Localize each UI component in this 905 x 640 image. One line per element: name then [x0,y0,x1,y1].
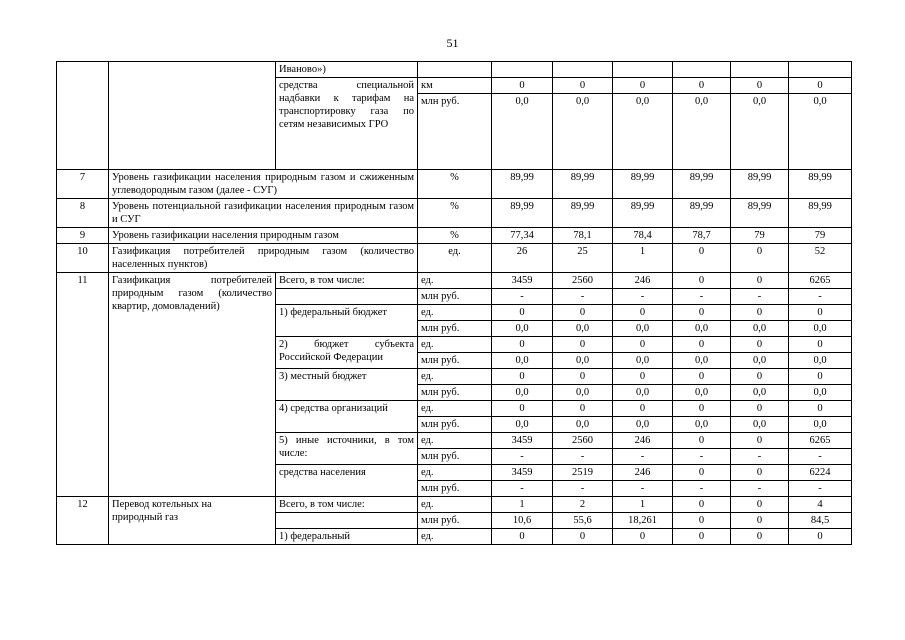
row-sublabel: 3) местный бюджет [276,369,418,401]
value-cell: 0 [789,337,852,353]
value-cell: 0 [673,78,731,94]
value-cell: 89,99 [492,170,553,199]
value-cell: 246 [613,465,673,481]
value-cell: 0,0 [613,94,673,170]
row-number: 10 [57,244,109,273]
value-cell: 0,0 [789,353,852,369]
row-sublabel: 4) средства организаций [276,401,418,433]
value-cell: 0 [492,78,553,94]
value-cell: 0,0 [613,321,673,337]
value-cell: 0 [492,337,553,353]
value-cell: 0 [613,78,673,94]
value-cell: 0 [673,337,731,353]
value-cell: - [613,449,673,465]
value-cell: 89,99 [789,199,852,228]
value-cell: 0 [613,369,673,385]
value-cell: 0 [673,305,731,321]
value-cell: - [731,289,789,305]
value-cell: - [613,481,673,497]
value-cell: 1 [613,497,673,513]
value-cell: 10,6 [492,513,553,529]
value-cell: 89,99 [553,170,613,199]
row-sublabel: Иваново») [276,62,418,78]
unit-cell: ед. [418,401,492,417]
value-cell: 26 [492,244,553,273]
value-cell: 0 [731,78,789,94]
value-cell: 0,0 [553,321,613,337]
value-cell: - [673,289,731,305]
value-cell: - [492,289,553,305]
unit-cell: млн руб. [418,513,492,529]
value-cell: 77,34 [492,228,553,244]
row-label: Уровень потенциальной газификации населения природным газом и СУГ [109,199,418,228]
unit-cell: ед. [418,337,492,353]
unit-cell: ед. [418,433,492,449]
unit-cell: ед. [418,273,492,289]
row-sublabel: Всего, в том числе: [276,497,418,513]
value-cell: 0 [492,401,553,417]
row-label: Газификация потребителей природным газом (количество квартир, домовладений) [109,273,276,497]
row-sublabel: 1) федеральный бюджет [276,305,418,337]
value-cell: 0 [492,529,553,545]
value-cell: - [789,481,852,497]
value-cell: 78,7 [673,228,731,244]
value-cell: 0,0 [553,385,613,401]
unit-cell: млн руб. [418,289,492,305]
value-cell: - [789,449,852,465]
value-cell: 89,99 [731,199,789,228]
value-cell: 6265 [789,433,852,449]
value-cell: 0,0 [492,94,553,170]
value-cell: 0 [731,529,789,545]
value-cell: - [731,449,789,465]
value-cell: 0 [553,305,613,321]
table-row [57,273,852,289]
value-cell: 0,0 [731,353,789,369]
value-cell: 1 [613,244,673,273]
value-cell: 55,6 [553,513,613,529]
value-cell: 1 [492,497,553,513]
value-cell: 0 [613,337,673,353]
value-cell: 0,0 [492,417,553,433]
value-cell: 0 [613,401,673,417]
value-cell: 0,0 [553,94,613,170]
row-label: Уровень газификации населения природным газом [109,228,418,244]
value-cell: 0 [553,401,613,417]
table-row [57,170,852,199]
unit-cell: % [418,228,492,244]
row-number: 9 [57,228,109,244]
value-cell: 0 [613,529,673,545]
unit-cell: км [418,78,492,94]
value-cell: 0 [731,244,789,273]
value-cell: - [731,481,789,497]
value-cell: 0 [553,78,613,94]
value-cell: 0,0 [789,94,852,170]
value-cell: 0,0 [673,353,731,369]
value-cell: 0 [673,244,731,273]
value-cell: 0 [731,433,789,449]
value-cell: 0,0 [492,321,553,337]
value-cell: 52 [789,244,852,273]
row-number: 8 [57,199,109,228]
row-sublabel: 2) бюджет субъекта Российской Федерации [276,337,418,369]
data-table [56,61,852,545]
value-cell: 25 [553,244,613,273]
value-cell: 0 [731,465,789,481]
value-cell: 0 [731,369,789,385]
value-cell: 78,4 [613,228,673,244]
value-cell: 0 [492,369,553,385]
value-cell: 0 [789,529,852,545]
value-cell: 6224 [789,465,852,481]
value-cell: 0,0 [673,417,731,433]
value-cell: 0,0 [731,321,789,337]
value-cell: - [673,481,731,497]
value-cell: 89,99 [673,170,731,199]
value-cell: 0,0 [613,385,673,401]
row-sublabel: средства специальной надбавки к тарифам на транспортировку газа по сетям независимых ГРО [276,78,418,170]
unit-cell: ед. [418,529,492,545]
unit-cell: млн руб. [418,481,492,497]
value-cell: 3459 [492,273,553,289]
value-cell: 0 [553,369,613,385]
value-cell: 0,0 [731,417,789,433]
value-cell: 79 [789,228,852,244]
value-cell: 84,5 [789,513,852,529]
value-cell: - [673,449,731,465]
value-cell: 0,0 [673,321,731,337]
unit-cell: млн руб. [418,321,492,337]
value-cell: 6265 [789,273,852,289]
value-cell: 89,99 [553,199,613,228]
unit-cell: % [418,170,492,199]
value-cell: 0 [673,465,731,481]
value-cell: 0 [789,369,852,385]
unit-cell: ед. [418,369,492,385]
value-cell: 2519 [553,465,613,481]
value-cell: - [553,289,613,305]
value-cell: 0,0 [553,417,613,433]
value-cell: 0 [731,305,789,321]
value-cell: 0,0 [673,385,731,401]
value-cell: 0,0 [553,353,613,369]
value-cell: 0 [673,433,731,449]
value-cell: 0 [553,529,613,545]
unit-cell: ед. [418,497,492,513]
value-cell: 0 [673,369,731,385]
value-cell: - [553,481,613,497]
value-cell: 79 [731,228,789,244]
row-label: Перевод котельных на природный газ [109,497,276,545]
table-row [57,62,852,78]
value-cell: 18,261 [613,513,673,529]
value-cell: 0,0 [492,353,553,369]
value-cell: 0,0 [731,94,789,170]
value-cell: 0,0 [789,385,852,401]
unit-cell: ед. [418,244,492,273]
value-cell: 0 [731,273,789,289]
unit-cell: млн руб. [418,353,492,369]
value-cell: 89,99 [673,199,731,228]
value-cell: 0 [731,337,789,353]
value-cell: 0 [673,497,731,513]
value-cell: 0,0 [613,417,673,433]
unit-cell: млн руб. [418,385,492,401]
value-cell: 2560 [553,433,613,449]
value-cell: 78,1 [553,228,613,244]
value-cell: 0,0 [492,385,553,401]
value-cell: 0 [553,337,613,353]
value-cell: 0 [789,401,852,417]
table-row [57,199,852,228]
table-row [57,228,852,244]
value-cell: 0,0 [731,385,789,401]
table-row [57,244,852,273]
row-number: 7 [57,170,109,199]
unit-cell: ед. [418,465,492,481]
row-number: 11 [57,273,109,497]
value-cell: - [789,289,852,305]
row-number: 12 [57,497,109,545]
row-label: Уровень газификации населения природным газом и сжиженным углеводородным газом (далее - СУГ) [109,170,418,199]
value-cell: 0 [731,513,789,529]
value-cell: 0 [673,529,731,545]
value-cell: - [492,481,553,497]
value-cell: 89,99 [789,170,852,199]
unit-cell: ед. [418,305,492,321]
value-cell: 0 [731,401,789,417]
value-cell: 0 [673,401,731,417]
value-cell: 89,99 [492,199,553,228]
row-label: Газификация потребителей природным газом (количество населенных пунктов) [109,244,418,273]
value-cell: - [553,449,613,465]
value-cell: 4 [789,497,852,513]
value-cell: - [492,449,553,465]
unit-cell: % [418,199,492,228]
value-cell: 0,0 [613,353,673,369]
value-cell: 0,0 [789,321,852,337]
value-cell: 0,0 [673,94,731,170]
table-row [57,497,852,513]
unit-cell: млн руб. [418,449,492,465]
row-sublabel: Всего, в том числе: [276,273,418,289]
value-cell: 0,0 [789,417,852,433]
value-cell: 89,99 [613,170,673,199]
value-cell: 0 [731,497,789,513]
row-sublabel: 5) иные источники, в том числе: [276,433,418,465]
value-cell: 89,99 [613,199,673,228]
value-cell: 0 [673,273,731,289]
value-cell: 2 [553,497,613,513]
value-cell: 0 [789,305,852,321]
value-cell: - [613,289,673,305]
page-number: 51 [446,36,459,50]
value-cell: 0 [789,78,852,94]
value-cell: 246 [613,433,673,449]
value-cell: 3459 [492,433,553,449]
value-cell: 2560 [553,273,613,289]
value-cell: 246 [613,273,673,289]
row-sublabel: средства населения [276,465,418,497]
unit-cell: млн руб. [418,417,492,433]
row-sublabel: 1) федеральный [276,529,418,545]
value-cell: 0 [673,513,731,529]
value-cell: 3459 [492,465,553,481]
value-cell: 0 [492,305,553,321]
value-cell: 89,99 [731,170,789,199]
unit-cell: млн руб. [418,94,492,170]
value-cell: 0 [613,305,673,321]
